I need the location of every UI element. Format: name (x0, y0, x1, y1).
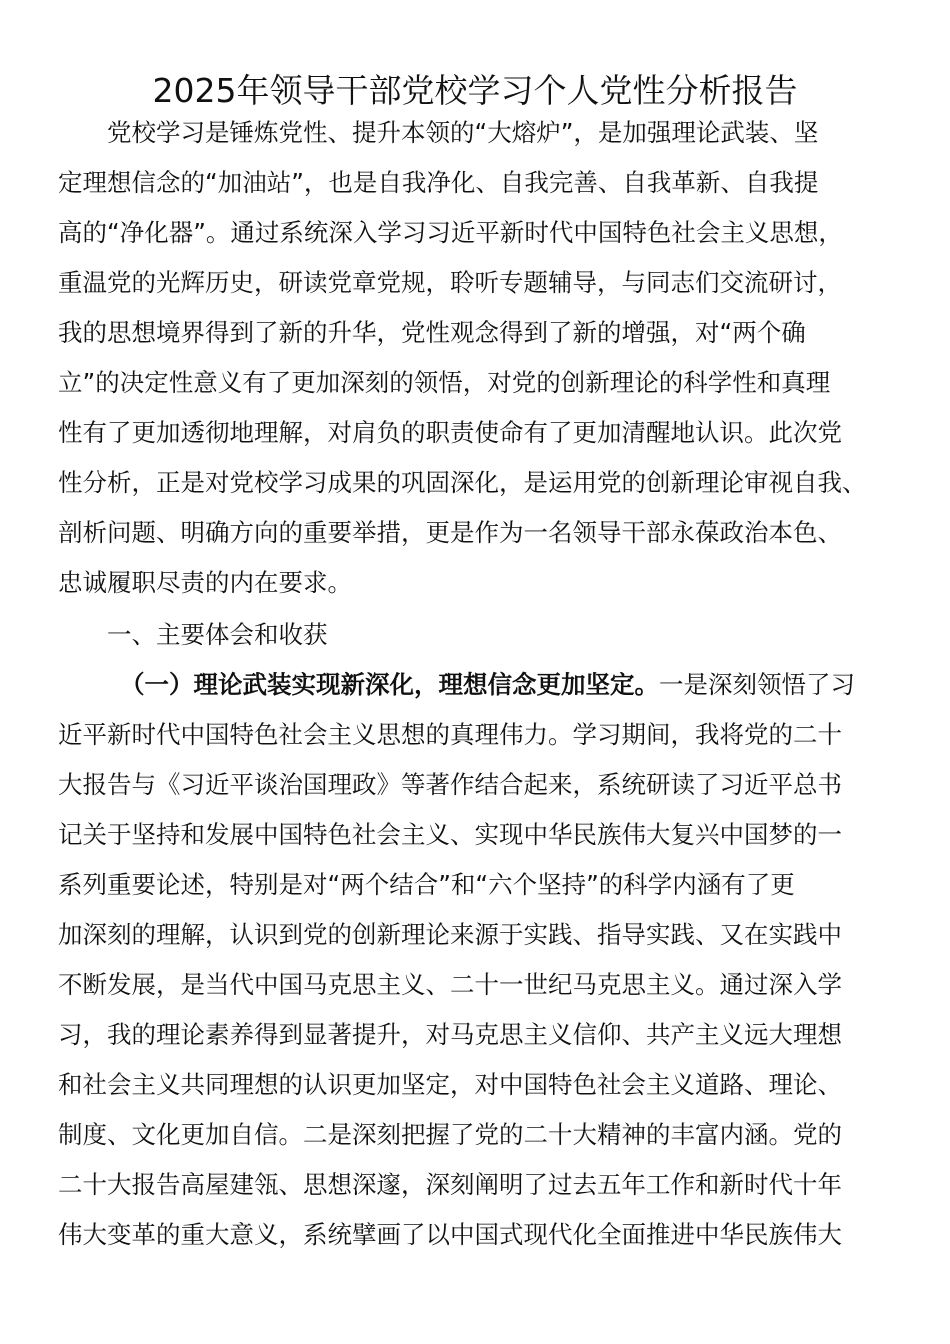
document-title: 2025年领导干部党校学习个人党性分析报告 (152, 71, 798, 110)
body-line: 记关于坚持和发展中国特色社会主义、实现中华民族伟大复兴中国梦的一 (58, 820, 842, 849)
subsection-first-line (120, 668, 855, 702)
intro-line: 立”的决定性意义有了更加深刻的领悟，对党的创新理论的科学性和真理 (58, 368, 831, 397)
subsection-heading: （一）理论武装实现新深化，理想信念更加坚定。 (120, 670, 659, 699)
subsection-text: 一是深刻领悟了习 (659, 670, 855, 699)
intro-line: 定理想信念的“加油站”，也是自我净化、自我完善、自我革新、自我提 (58, 168, 819, 197)
body-line: 不断发展，是当代中国马克思主义、二十一世纪马克思主义。通过深入学 (58, 970, 842, 999)
intro-line: 剖析问题、明确方向的重要举措，更是作为一名领导干部永葆政治本色、 (58, 518, 842, 547)
body-line: 伟大变革的重大意义，系统擘画了以中国式现代化全面推进中华民族伟大 (58, 1220, 842, 1249)
body-line: 大报告与《习近平谈治国理政》等著作结合起来，系统研读了习近平总书 (58, 770, 842, 799)
body-line: 系列重要论述，特别是对“两个结合”和“六个坚持”的科学内涵有了更 (58, 870, 795, 899)
body-line: 加深刻的理解，认识到党的创新理论来源于实践、指导实践、又在实践中 (58, 920, 842, 949)
intro-line: 重温党的光辉历史，研读党章党规，聆听专题辅导，与同志们交流研讨， (58, 268, 842, 297)
intro-line: 我的思想境界得到了新的升华，党性观念得到了新的增强，对“两个确 (58, 318, 806, 347)
intro-line: 党校学习是锤炼党性、提升本领的“大熔炉”，是加强理论武装、坚 (107, 118, 819, 147)
intro-line: 高的“净化器”。通过系统深入学习习近平新时代中国特色社会主义思想， (58, 218, 843, 247)
body-line: 和社会主义共同理想的认识更加坚定，对中国特色社会主义道路、理论、 (58, 1070, 842, 1099)
intro-line: 性分析，正是对党校学习成果的巩固深化，是运用党的创新理论审视自我、 (58, 468, 867, 497)
intro-line: 忠诚履职尽责的内在要求。 (58, 568, 352, 597)
body-line: 二十大报告高屋建瓴、思想深邃，深刻阐明了过去五年工作和新时代十年 (58, 1170, 842, 1199)
section-heading: 一、主要体会和收获 (107, 620, 328, 649)
body-line: 近平新时代中国特色社会主义思想的真理伟力。学习期间，我将党的二十 (58, 720, 842, 749)
intro-line: 性有了更加透彻地理解，对肩负的职责使命有了更加清醒地认识。此次党 (58, 418, 842, 447)
body-line: 制度、文化更加自信。二是深刻把握了党的二十大精神的丰富内涵。党的 (58, 1120, 842, 1149)
body-line: 习，我的理论素养得到显著提升，对马克思主义信仰、共产主义远大理想 (58, 1020, 842, 1049)
